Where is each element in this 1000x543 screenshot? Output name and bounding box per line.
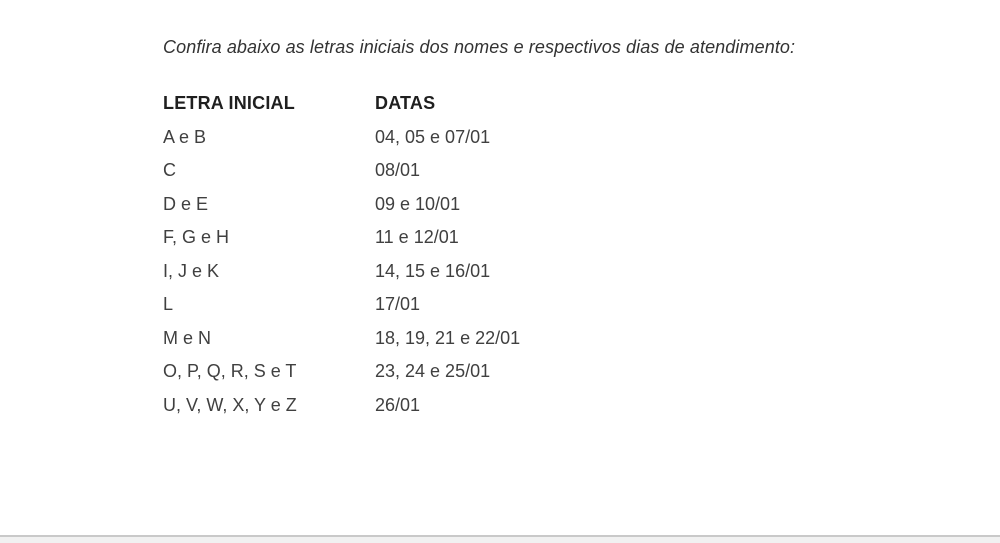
- table-header-letters: LETRA INICIAL: [163, 93, 295, 113]
- letters-cell: C: [163, 160, 176, 180]
- dates-cell: 04, 05 e 07/01: [375, 126, 491, 147]
- letters-cell: O, P, Q, R, S e T: [163, 361, 297, 381]
- letters-cell: A e B: [163, 126, 207, 147]
- letters-cell: I, J e K: [163, 260, 220, 281]
- letters-cell: M e N: [163, 327, 212, 348]
- dates-cell: 09 e 10/01: [375, 193, 461, 214]
- letters-cell: L: [163, 294, 174, 314]
- letters-cell: D e E: [163, 193, 209, 214]
- letters-cell: F, G e H: [163, 227, 230, 247]
- schedule-content: [163, 37, 963, 422]
- dates-cell: 26/01: [375, 394, 421, 415]
- dates-cell: 17/01: [375, 294, 421, 314]
- dates-cell: 18, 19, 21 e 22/01: [375, 327, 521, 348]
- schedule-table: [163, 87, 963, 422]
- dates-cell: 23, 24 e 25/01: [375, 361, 491, 381]
- dates-cell: 14, 15 e 16/01: [375, 260, 491, 281]
- dates-cell: 11 e 12/01: [375, 227, 459, 247]
- table-header-dates: DATAS: [375, 93, 436, 113]
- letters-cell: U, V, W, X, Y e Z: [163, 394, 297, 415]
- intro-text: Confira abaixo as letras iniciais dos nomes e respectivos dias de atendimento:: [163, 37, 796, 57]
- bottom-divider: [0, 535, 1000, 543]
- dates-cell: 08/01: [375, 160, 421, 180]
